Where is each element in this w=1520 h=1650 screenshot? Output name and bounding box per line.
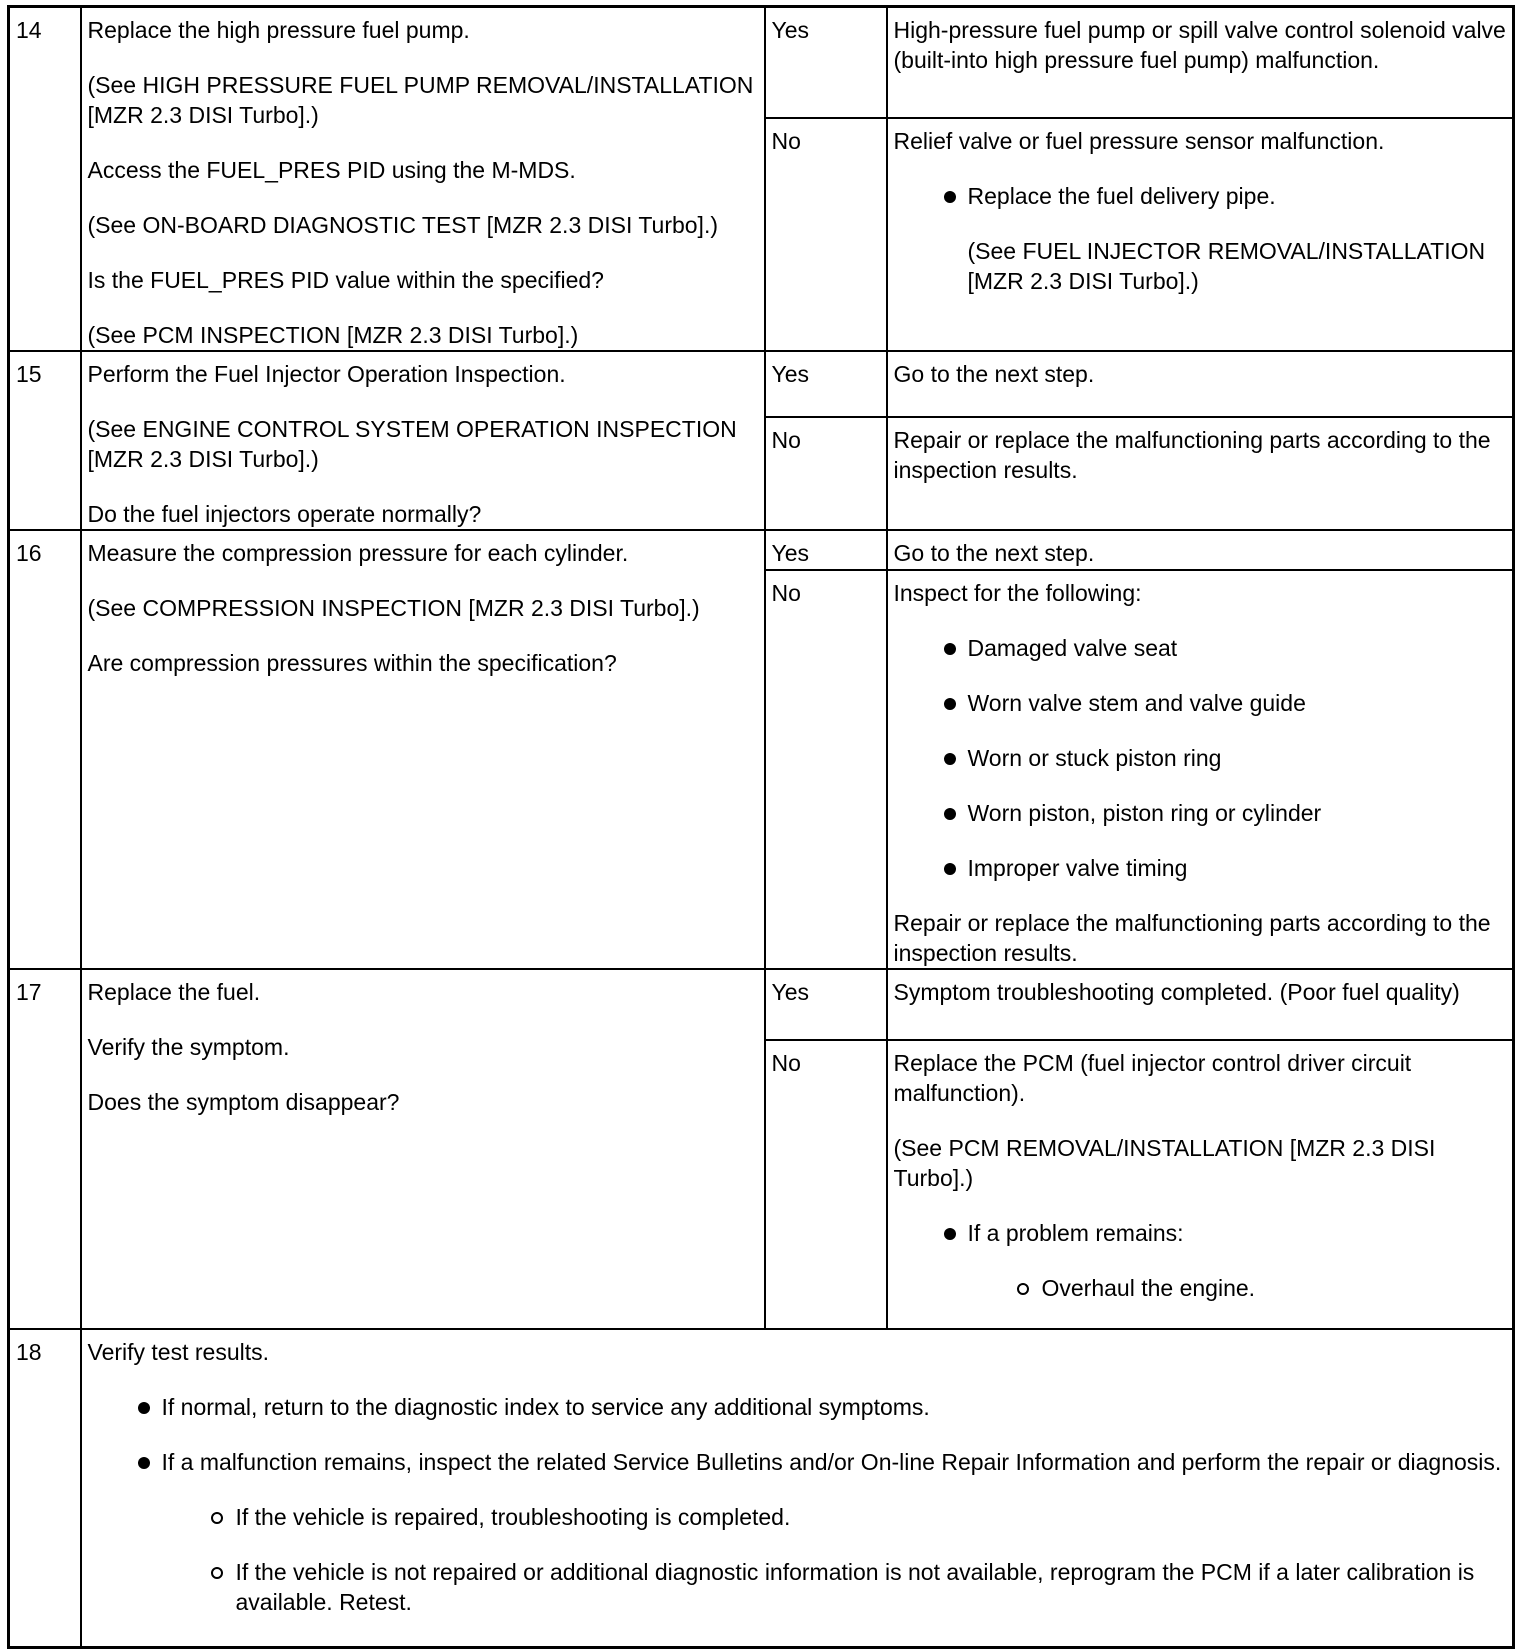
list-item: If the vehicle is repaired, troubleshooting is completed. bbox=[236, 1502, 1508, 1532]
result-text: Repair or replace the malfunctioning parts according to the inspection results. bbox=[893, 910, 1491, 966]
list-item: Worn or stuck piston ring bbox=[968, 743, 1508, 773]
result-text: Go to the next step. bbox=[893, 361, 1095, 387]
no-result bbox=[887, 1040, 1514, 1329]
action-text: Access the FUEL_PRES PID using the M-MDS. bbox=[87, 157, 576, 183]
table-row bbox=[9, 7, 1514, 119]
action-reference: (See ENGINE CONTROL SYSTEM OPERATION INSPECTION [MZR 2.3 DISI Turbo].) bbox=[87, 416, 737, 472]
bullet-list bbox=[88, 1392, 1508, 1617]
list-item: If normal, return to the diagnostic index to service any additional symptoms. bbox=[162, 1392, 1508, 1422]
step-number: 16 bbox=[9, 530, 81, 969]
result-text: Relief valve or fuel pressure sensor malfunction. bbox=[893, 128, 1385, 155]
bullet-reference: (See FUEL INJECTOR REMOVAL/INSTALLATION [MZR 2.3 DISI Turbo].) bbox=[967, 238, 1486, 295]
no-label: No bbox=[765, 1040, 887, 1329]
result-text: High-pressure fuel pump or spill valve control solenoid valve (built-into high pressure fuel pump) malfunction. bbox=[893, 17, 1506, 73]
result-text: Go to the next step. bbox=[893, 540, 1095, 566]
action-text: Replace the fuel. bbox=[87, 979, 261, 1005]
list-item bbox=[968, 1218, 1508, 1303]
action-question: Do the fuel injectors operate normally? bbox=[87, 501, 482, 527]
action-reference: (See PCM INSPECTION [MZR 2.3 DISI Turbo].) bbox=[87, 322, 579, 348]
bullet-list bbox=[894, 181, 1508, 296]
diagnostic-page bbox=[7, 5, 1512, 1645]
yes-label: Yes bbox=[765, 530, 887, 570]
no-result bbox=[887, 118, 1514, 351]
result-text: Inspect for the following: bbox=[893, 580, 1142, 606]
table-row bbox=[9, 351, 1514, 417]
list-item: Worn piston, piston ring or cylinder bbox=[968, 798, 1508, 828]
list-item: Improper valve timing bbox=[968, 853, 1508, 883]
step-action bbox=[81, 7, 765, 352]
step-number: 17 bbox=[9, 969, 81, 1329]
list-item bbox=[162, 1447, 1508, 1617]
yes-result bbox=[887, 351, 1514, 417]
action-question: Is the FUEL_PRES PID value within the specified? bbox=[87, 267, 604, 293]
result-text: Repair or replace the malfunctioning parts according to the inspection results. bbox=[893, 426, 1491, 483]
no-label: No bbox=[765, 570, 887, 969]
step-action bbox=[81, 1329, 1514, 1647]
list-item: Overhaul the engine. bbox=[1042, 1273, 1508, 1303]
action-text: Replace the high pressure fuel pump. bbox=[87, 17, 470, 43]
bullet-text: Replace the fuel delivery pipe. bbox=[967, 183, 1276, 210]
no-result bbox=[887, 570, 1514, 969]
table-row bbox=[9, 1329, 1514, 1647]
action-text: Verify test results. bbox=[87, 1339, 270, 1365]
yes-label: Yes bbox=[765, 969, 887, 1040]
step-action bbox=[81, 351, 765, 530]
diagnostic-table bbox=[7, 5, 1515, 1649]
yes-label: Yes bbox=[765, 7, 887, 119]
action-reference: (See ON-BOARD DIAGNOSTIC TEST [MZR 2.3 DISI Turbo].) bbox=[87, 212, 719, 238]
step-action bbox=[81, 530, 765, 969]
step-number: 18 bbox=[9, 1329, 81, 1647]
action-question: Are compression pressures within the specification? bbox=[87, 650, 617, 676]
no-result bbox=[887, 417, 1514, 530]
bullet-list bbox=[894, 633, 1508, 883]
action-text: Perform the Fuel Injector Operation Inspection. bbox=[87, 361, 566, 387]
list-item: Worn valve stem and valve guide bbox=[968, 688, 1508, 718]
list-item bbox=[968, 181, 1508, 296]
yes-result bbox=[887, 7, 1514, 119]
table-row bbox=[9, 530, 1514, 570]
bullet-text: If a problem remains: bbox=[967, 1220, 1184, 1246]
result-text: Symptom troubleshooting completed. (Poor fuel quality) bbox=[893, 979, 1460, 1005]
result-text: Replace the PCM (fuel injector control driver circuit malfunction). bbox=[893, 1050, 1412, 1106]
sub-bullet-list bbox=[968, 1273, 1508, 1303]
action-text: Verify the symptom. bbox=[87, 1034, 290, 1060]
result-reference: (See PCM REMOVAL/INSTALLATION [MZR 2.3 DISI Turbo].) bbox=[893, 1135, 1436, 1191]
table-row bbox=[9, 969, 1514, 1040]
action-text: Measure the compression pressure for each cylinder. bbox=[87, 540, 629, 566]
bullet-text: If a malfunction remains, inspect the related Service Bulletins and/or On-line Repair Information and perform the repair or diagnosis. bbox=[161, 1449, 1502, 1475]
action-reference: (See HIGH PRESSURE FUEL PUMP REMOVAL/INSTALLATION [MZR 2.3 DISI Turbo].) bbox=[87, 72, 754, 128]
yes-result bbox=[887, 969, 1514, 1040]
no-label: No bbox=[765, 118, 887, 351]
no-label: No bbox=[765, 417, 887, 530]
step-action bbox=[81, 969, 765, 1329]
step-number: 15 bbox=[9, 351, 81, 530]
list-item: Damaged valve seat bbox=[968, 633, 1508, 663]
action-question: Does the symptom disappear? bbox=[87, 1089, 400, 1115]
sub-bullet-list bbox=[162, 1502, 1508, 1617]
list-item: If the vehicle is not repaired or additional diagnostic information is not available, reprogram the PCM if a later calibration is available. Retest. bbox=[236, 1557, 1508, 1617]
yes-result bbox=[887, 530, 1514, 570]
action-reference: (See COMPRESSION INSPECTION [MZR 2.3 DISI Turbo].) bbox=[87, 595, 700, 621]
bullet-list bbox=[894, 1218, 1508, 1303]
yes-label: Yes bbox=[765, 351, 887, 417]
step-number: 14 bbox=[9, 7, 81, 352]
